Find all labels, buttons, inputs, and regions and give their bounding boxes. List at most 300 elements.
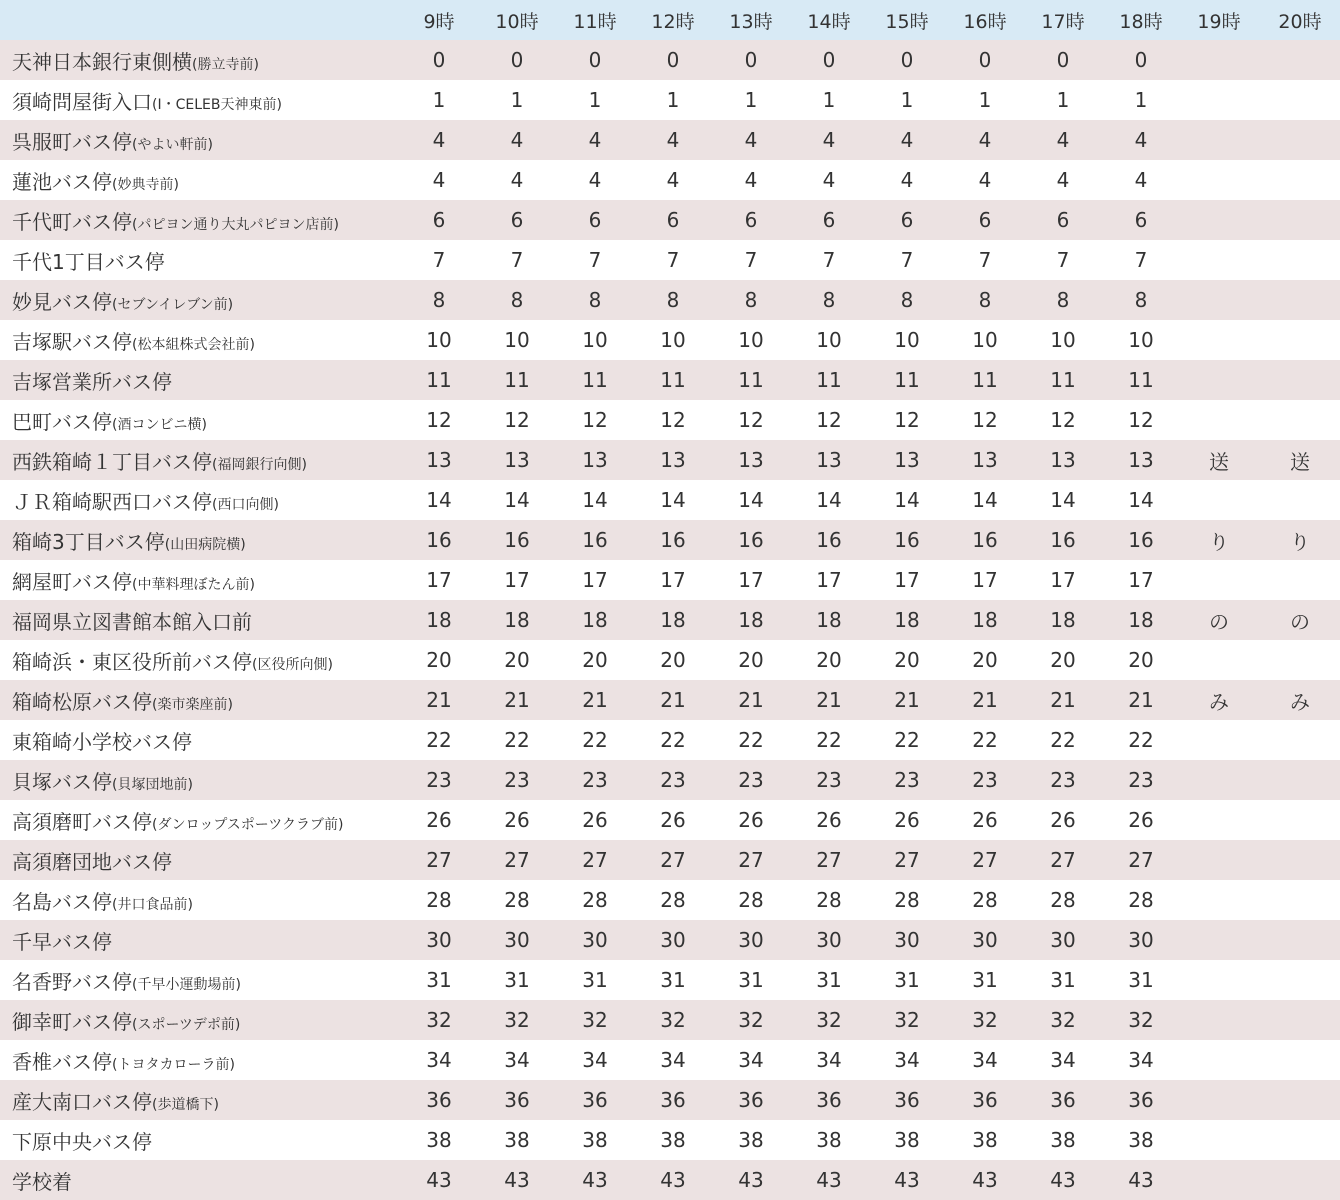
- minute-cell: 14: [1128, 488, 1154, 512]
- minute-cell: 20: [1050, 648, 1076, 672]
- stop-name: 蓮池バス停: [12, 169, 112, 194]
- minute-cell: 6: [978, 208, 992, 232]
- minute-cell: 17: [816, 568, 842, 592]
- table-row: [0, 760, 1340, 800]
- minute-cell: 7: [588, 248, 602, 272]
- minute-cell: 18: [1050, 608, 1076, 632]
- stop-landmark: (酒コンビニ横): [112, 416, 207, 433]
- minute-cell: 14: [426, 488, 452, 512]
- minute-cell: 21: [426, 688, 452, 712]
- minute-cell: 17: [426, 568, 452, 592]
- note-cell: [1258, 400, 1340, 440]
- stop-landmark: (中華料理ぼたん前): [132, 576, 255, 593]
- minute-cell: 11: [426, 368, 452, 392]
- minute-cell: 43: [738, 1168, 764, 1192]
- minute-cell: 36: [738, 1088, 764, 1112]
- minute-cell: 31: [894, 968, 920, 992]
- header-hour: 20時: [1278, 10, 1322, 33]
- minute-cell: 12: [582, 408, 608, 432]
- minute-cell: 36: [816, 1088, 842, 1112]
- minute-cell: 7: [744, 248, 758, 272]
- minute-cell: 23: [1050, 768, 1076, 792]
- stop-name-cell: [0, 120, 400, 160]
- minute-cell: 30: [894, 928, 920, 952]
- minute-cell: 18: [972, 608, 998, 632]
- stop-landmark: (トヨタカローラ前): [112, 1056, 235, 1073]
- timetable-body: [0, 40, 1340, 1200]
- stop-name-cell: [0, 480, 400, 520]
- minute-cell: 10: [1050, 328, 1076, 352]
- stop-name: 御幸町バス停: [12, 1009, 132, 1034]
- minute-cell: 27: [816, 848, 842, 872]
- stop-landmark: (セブンイレブン前): [112, 296, 234, 313]
- minute-cell: 0: [1134, 48, 1148, 72]
- stop-landmark: (やよい軒前): [132, 136, 213, 153]
- minute-cell: 18: [660, 608, 686, 632]
- minute-cell: 27: [1128, 848, 1154, 872]
- stop-name-cell: [0, 240, 400, 280]
- minute-cell: 21: [972, 688, 998, 712]
- header-row: [0, 0, 1340, 40]
- note-cell: [1258, 40, 1340, 80]
- stop-name-cell: [0, 560, 400, 600]
- minute-cell: 10: [660, 328, 686, 352]
- minute-cell: 26: [738, 808, 764, 832]
- stop-name-cell: [0, 160, 400, 200]
- minute-cell: 12: [972, 408, 998, 432]
- minute-cell: 13: [1050, 448, 1076, 472]
- minute-cell: 32: [972, 1008, 998, 1032]
- minute-cell: 27: [582, 848, 608, 872]
- stop-landmark: (貝塚団地前): [112, 776, 193, 793]
- note-cell: [1258, 360, 1340, 400]
- minute-cell: 14: [738, 488, 764, 512]
- minute-cell: 11: [972, 368, 998, 392]
- table-row: [0, 960, 1340, 1000]
- minute-cell: 20: [660, 648, 686, 672]
- minute-cell: 38: [894, 1128, 920, 1152]
- minute-cell: 38: [1050, 1128, 1076, 1152]
- stop-name: 西鉄箱崎１丁目バス停: [12, 449, 212, 474]
- minute-cell: 8: [588, 288, 602, 312]
- minute-cell: 18: [1128, 608, 1154, 632]
- minute-cell: 16: [1050, 528, 1076, 552]
- stop-name-cell: [0, 920, 400, 960]
- minute-cell: 27: [426, 848, 452, 872]
- minute-cell: 17: [972, 568, 998, 592]
- minute-cell: 16: [894, 528, 920, 552]
- minute-cell: 17: [738, 568, 764, 592]
- minute-cell: 6: [822, 208, 836, 232]
- minute-cell: 30: [972, 928, 998, 952]
- minute-cell: 4: [978, 128, 992, 152]
- minute-cell: 20: [582, 648, 608, 672]
- stop-landmark: (区役所向側): [252, 656, 333, 673]
- table-row: [0, 200, 1340, 240]
- note-cell: [1180, 560, 1258, 600]
- minute-cell: 31: [426, 968, 452, 992]
- minute-cell: 23: [426, 768, 452, 792]
- minute-cell: 11: [1128, 368, 1154, 392]
- minute-cell: 26: [894, 808, 920, 832]
- note-cell: [1258, 760, 1340, 800]
- minute-cell: 36: [1050, 1088, 1076, 1112]
- minute-cell: 1: [978, 88, 992, 112]
- minute-cell: 12: [1050, 408, 1076, 432]
- minute-cell: 22: [1128, 728, 1154, 752]
- stop-name-cell: [0, 520, 400, 560]
- minute-cell: 8: [510, 288, 524, 312]
- minute-cell: 20: [738, 648, 764, 672]
- stop-name: 高須磨町バス停: [12, 809, 152, 834]
- table-row: [0, 440, 1340, 480]
- minute-cell: 22: [660, 728, 686, 752]
- minute-cell: 31: [582, 968, 608, 992]
- minute-cell: 4: [744, 168, 758, 192]
- minute-cell: 31: [972, 968, 998, 992]
- minute-cell: 34: [816, 1048, 842, 1072]
- minute-cell: 32: [504, 1008, 530, 1032]
- minute-cell: 27: [738, 848, 764, 872]
- header-stop-column: [0, 0, 400, 40]
- minute-cell: 8: [432, 288, 446, 312]
- stop-name: 須崎問屋街入口: [12, 89, 152, 114]
- minute-cell: 6: [744, 208, 758, 232]
- stop-name-cell: [0, 960, 400, 1000]
- minute-cell: 16: [504, 528, 530, 552]
- minute-cell: 21: [504, 688, 530, 712]
- minute-cell: 28: [426, 888, 452, 912]
- minute-cell: 31: [660, 968, 686, 992]
- minute-cell: 36: [426, 1088, 452, 1112]
- stop-landmark: (楽市楽座前): [152, 696, 233, 713]
- minute-cell: 22: [504, 728, 530, 752]
- minute-cell: 34: [972, 1048, 998, 1072]
- minute-cell: 10: [426, 328, 452, 352]
- stop-name-cell: [0, 680, 400, 720]
- minute-cell: 32: [582, 1008, 608, 1032]
- minute-cell: 16: [816, 528, 842, 552]
- note-cell: [1180, 480, 1258, 520]
- minute-cell: 43: [894, 1168, 920, 1192]
- minute-cell: 36: [660, 1088, 686, 1112]
- stop-name-cell: [0, 800, 400, 840]
- minute-cell: 38: [504, 1128, 530, 1152]
- note-cell: の: [1290, 609, 1310, 634]
- stop-name-cell: [0, 400, 400, 440]
- note-cell: [1180, 400, 1258, 440]
- minute-cell: 1: [822, 88, 836, 112]
- minute-cell: 1: [666, 88, 680, 112]
- stop-landmark: (パピヨン通り大丸パピヨン店前): [132, 216, 339, 233]
- minute-cell: 13: [426, 448, 452, 472]
- minute-cell: 1: [1056, 88, 1070, 112]
- minute-cell: 38: [972, 1128, 998, 1152]
- minute-cell: 31: [738, 968, 764, 992]
- minute-cell: 34: [504, 1048, 530, 1072]
- note-cell: [1258, 1040, 1340, 1080]
- minute-cell: 28: [816, 888, 842, 912]
- stop-name-cell: [0, 720, 400, 760]
- stop-name-cell: [0, 1120, 400, 1160]
- table-row: [0, 1000, 1340, 1040]
- note-cell: [1258, 640, 1340, 680]
- stop-name: 箱崎浜・東区役所前バス停: [12, 649, 252, 674]
- minute-cell: 18: [504, 608, 530, 632]
- minute-cell: 36: [1128, 1088, 1154, 1112]
- minute-cell: 36: [504, 1088, 530, 1112]
- stop-name-cell: [0, 640, 400, 680]
- minute-cell: 12: [504, 408, 530, 432]
- minute-cell: 18: [582, 608, 608, 632]
- minute-cell: 38: [1128, 1128, 1154, 1152]
- note-cell: [1180, 920, 1258, 960]
- stop-name: 吉塚駅バス停: [12, 329, 132, 354]
- stop-name-cell: [0, 40, 400, 80]
- minute-cell: 14: [504, 488, 530, 512]
- minute-cell: 30: [426, 928, 452, 952]
- minute-cell: 36: [582, 1088, 608, 1112]
- minute-cell: 26: [1050, 808, 1076, 832]
- minute-cell: 13: [894, 448, 920, 472]
- minute-cell: 1: [432, 88, 446, 112]
- table-row: [0, 280, 1340, 320]
- minute-cell: 20: [426, 648, 452, 672]
- minute-cell: 13: [660, 448, 686, 472]
- minute-cell: 34: [894, 1048, 920, 1072]
- minute-cell: 22: [1050, 728, 1076, 752]
- minute-cell: 34: [426, 1048, 452, 1072]
- stop-name: 名島バス停: [12, 889, 112, 914]
- table-row: [0, 80, 1340, 120]
- minute-cell: 11: [894, 368, 920, 392]
- minute-cell: 12: [660, 408, 686, 432]
- minute-cell: 26: [1128, 808, 1154, 832]
- minute-cell: 16: [738, 528, 764, 552]
- note-cell: 送: [1290, 449, 1310, 474]
- minute-cell: 7: [432, 248, 446, 272]
- stop-name-cell: [0, 1000, 400, 1040]
- minute-cell: 4: [666, 128, 680, 152]
- header-hour: 17時: [1041, 10, 1085, 33]
- minute-cell: 12: [894, 408, 920, 432]
- minute-cell: 6: [588, 208, 602, 232]
- stop-name: 学校着: [12, 1169, 72, 1194]
- minute-cell: 27: [1050, 848, 1076, 872]
- minute-cell: 0: [1056, 48, 1070, 72]
- minute-cell: 43: [660, 1168, 686, 1192]
- minute-cell: 7: [1056, 248, 1070, 272]
- minute-cell: 38: [426, 1128, 452, 1152]
- minute-cell: 11: [816, 368, 842, 392]
- minute-cell: 8: [744, 288, 758, 312]
- header-hour: 11時: [573, 10, 617, 33]
- minute-cell: 17: [660, 568, 686, 592]
- minute-cell: 20: [1128, 648, 1154, 672]
- minute-cell: 17: [582, 568, 608, 592]
- minute-cell: 13: [816, 448, 842, 472]
- minute-cell: 23: [972, 768, 998, 792]
- minute-cell: 23: [660, 768, 686, 792]
- note-cell: [1258, 880, 1340, 920]
- minute-cell: 7: [510, 248, 524, 272]
- minute-cell: 7: [822, 248, 836, 272]
- minute-cell: 4: [1056, 128, 1070, 152]
- minute-cell: 14: [660, 488, 686, 512]
- minute-cell: 32: [1050, 1008, 1076, 1032]
- table-row: [0, 1080, 1340, 1120]
- stop-name: 下原中央バス停: [12, 1129, 152, 1154]
- note-cell: り: [1290, 529, 1310, 554]
- minute-cell: 4: [744, 128, 758, 152]
- table-row: [0, 560, 1340, 600]
- minute-cell: 17: [1050, 568, 1076, 592]
- minute-cell: 11: [738, 368, 764, 392]
- minute-cell: 14: [972, 488, 998, 512]
- header-hour: 9時: [423, 10, 455, 33]
- minute-cell: 43: [504, 1168, 530, 1192]
- stop-name: 吉塚営業所バス停: [12, 369, 172, 394]
- minute-cell: 7: [666, 248, 680, 272]
- note-cell: [1180, 1080, 1258, 1120]
- note-cell: [1258, 800, 1340, 840]
- stop-name: 呉服町バス停: [12, 129, 132, 154]
- minute-cell: 14: [816, 488, 842, 512]
- table-row: [0, 800, 1340, 840]
- note-cell: [1258, 320, 1340, 360]
- note-cell: [1180, 1000, 1258, 1040]
- minute-cell: 32: [1128, 1008, 1154, 1032]
- stop-name: 福岡県立図書館本館入口前: [12, 609, 252, 634]
- minute-cell: 0: [744, 48, 758, 72]
- minute-cell: 23: [504, 768, 530, 792]
- note-cell: [1258, 200, 1340, 240]
- minute-cell: 11: [582, 368, 608, 392]
- minute-cell: 27: [972, 848, 998, 872]
- stop-name: ＪＲ箱崎駅西口バス停: [12, 489, 212, 514]
- minute-cell: 1: [744, 88, 758, 112]
- table-row: [0, 360, 1340, 400]
- minute-cell: 17: [894, 568, 920, 592]
- minute-cell: 32: [660, 1008, 686, 1032]
- stop-name-cell: [0, 440, 400, 480]
- minute-cell: 14: [894, 488, 920, 512]
- stop-name: 箱崎松原バス停: [12, 689, 152, 714]
- table-row: [0, 1160, 1340, 1200]
- header-hour: 12時: [651, 10, 695, 33]
- note-cell: [1258, 1000, 1340, 1040]
- note-cell: [1258, 1160, 1340, 1200]
- minute-cell: 1: [510, 88, 524, 112]
- minute-cell: 32: [426, 1008, 452, 1032]
- minute-cell: 23: [816, 768, 842, 792]
- minute-cell: 8: [666, 288, 680, 312]
- minute-cell: 34: [1128, 1048, 1154, 1072]
- table-row: [0, 840, 1340, 880]
- table-row: [0, 160, 1340, 200]
- note-cell: [1258, 120, 1340, 160]
- minute-cell: 12: [426, 408, 452, 432]
- minute-cell: 22: [972, 728, 998, 752]
- minute-cell: 16: [972, 528, 998, 552]
- stop-landmark: (千早小運動場前): [132, 976, 241, 993]
- minute-cell: 28: [582, 888, 608, 912]
- minute-cell: 43: [1128, 1168, 1154, 1192]
- minute-cell: 22: [582, 728, 608, 752]
- note-cell: [1258, 1120, 1340, 1160]
- minute-cell: 30: [816, 928, 842, 952]
- minute-cell: 0: [510, 48, 524, 72]
- note-cell: [1258, 720, 1340, 760]
- minute-cell: 8: [1056, 288, 1070, 312]
- stop-name: 東箱崎小学校バス停: [12, 729, 192, 754]
- minute-cell: 27: [894, 848, 920, 872]
- note-cell: [1180, 200, 1258, 240]
- note-cell: [1258, 80, 1340, 120]
- minute-cell: 10: [972, 328, 998, 352]
- minute-cell: 4: [666, 168, 680, 192]
- table-row: [0, 1040, 1340, 1080]
- note-cell: [1180, 760, 1258, 800]
- minute-cell: 11: [504, 368, 530, 392]
- minute-cell: 4: [432, 168, 446, 192]
- stop-name-cell: [0, 880, 400, 920]
- table-row: [0, 920, 1340, 960]
- stop-name: 産大南口バス停: [12, 1089, 152, 1114]
- stop-name-cell: [0, 360, 400, 400]
- minute-cell: 10: [816, 328, 842, 352]
- note-cell: [1258, 240, 1340, 280]
- stop-name-cell: [0, 200, 400, 240]
- minute-cell: 6: [1056, 208, 1070, 232]
- minute-cell: 22: [816, 728, 842, 752]
- stop-name-cell: [0, 840, 400, 880]
- minute-cell: 6: [900, 208, 914, 232]
- minute-cell: 43: [972, 1168, 998, 1192]
- stop-landmark: (歩道橋下): [152, 1096, 219, 1113]
- table-row: [0, 680, 1340, 720]
- minute-cell: 28: [1050, 888, 1076, 912]
- minute-cell: 18: [738, 608, 764, 632]
- table-row: [0, 480, 1340, 520]
- stop-name-cell: [0, 1040, 400, 1080]
- minute-cell: 12: [1128, 408, 1154, 432]
- minute-cell: 18: [426, 608, 452, 632]
- minute-cell: 4: [432, 128, 446, 152]
- stop-name-cell: [0, 760, 400, 800]
- note-cell: [1180, 840, 1258, 880]
- note-cell: [1180, 1040, 1258, 1080]
- minute-cell: 8: [822, 288, 836, 312]
- stop-landmark: (妙典寺前): [112, 176, 179, 193]
- minute-cell: 43: [582, 1168, 608, 1192]
- minute-cell: 34: [1050, 1048, 1076, 1072]
- table-row: [0, 1120, 1340, 1160]
- note-cell: [1180, 640, 1258, 680]
- minute-cell: 4: [900, 128, 914, 152]
- minute-cell: 8: [978, 288, 992, 312]
- minute-cell: 0: [432, 48, 446, 72]
- minute-cell: 26: [816, 808, 842, 832]
- minute-cell: 16: [582, 528, 608, 552]
- minute-cell: 4: [978, 168, 992, 192]
- note-cell: [1258, 920, 1340, 960]
- minute-cell: 36: [894, 1088, 920, 1112]
- minute-cell: 26: [504, 808, 530, 832]
- minute-cell: 31: [816, 968, 842, 992]
- minute-cell: 31: [504, 968, 530, 992]
- stop-name-cell: [0, 280, 400, 320]
